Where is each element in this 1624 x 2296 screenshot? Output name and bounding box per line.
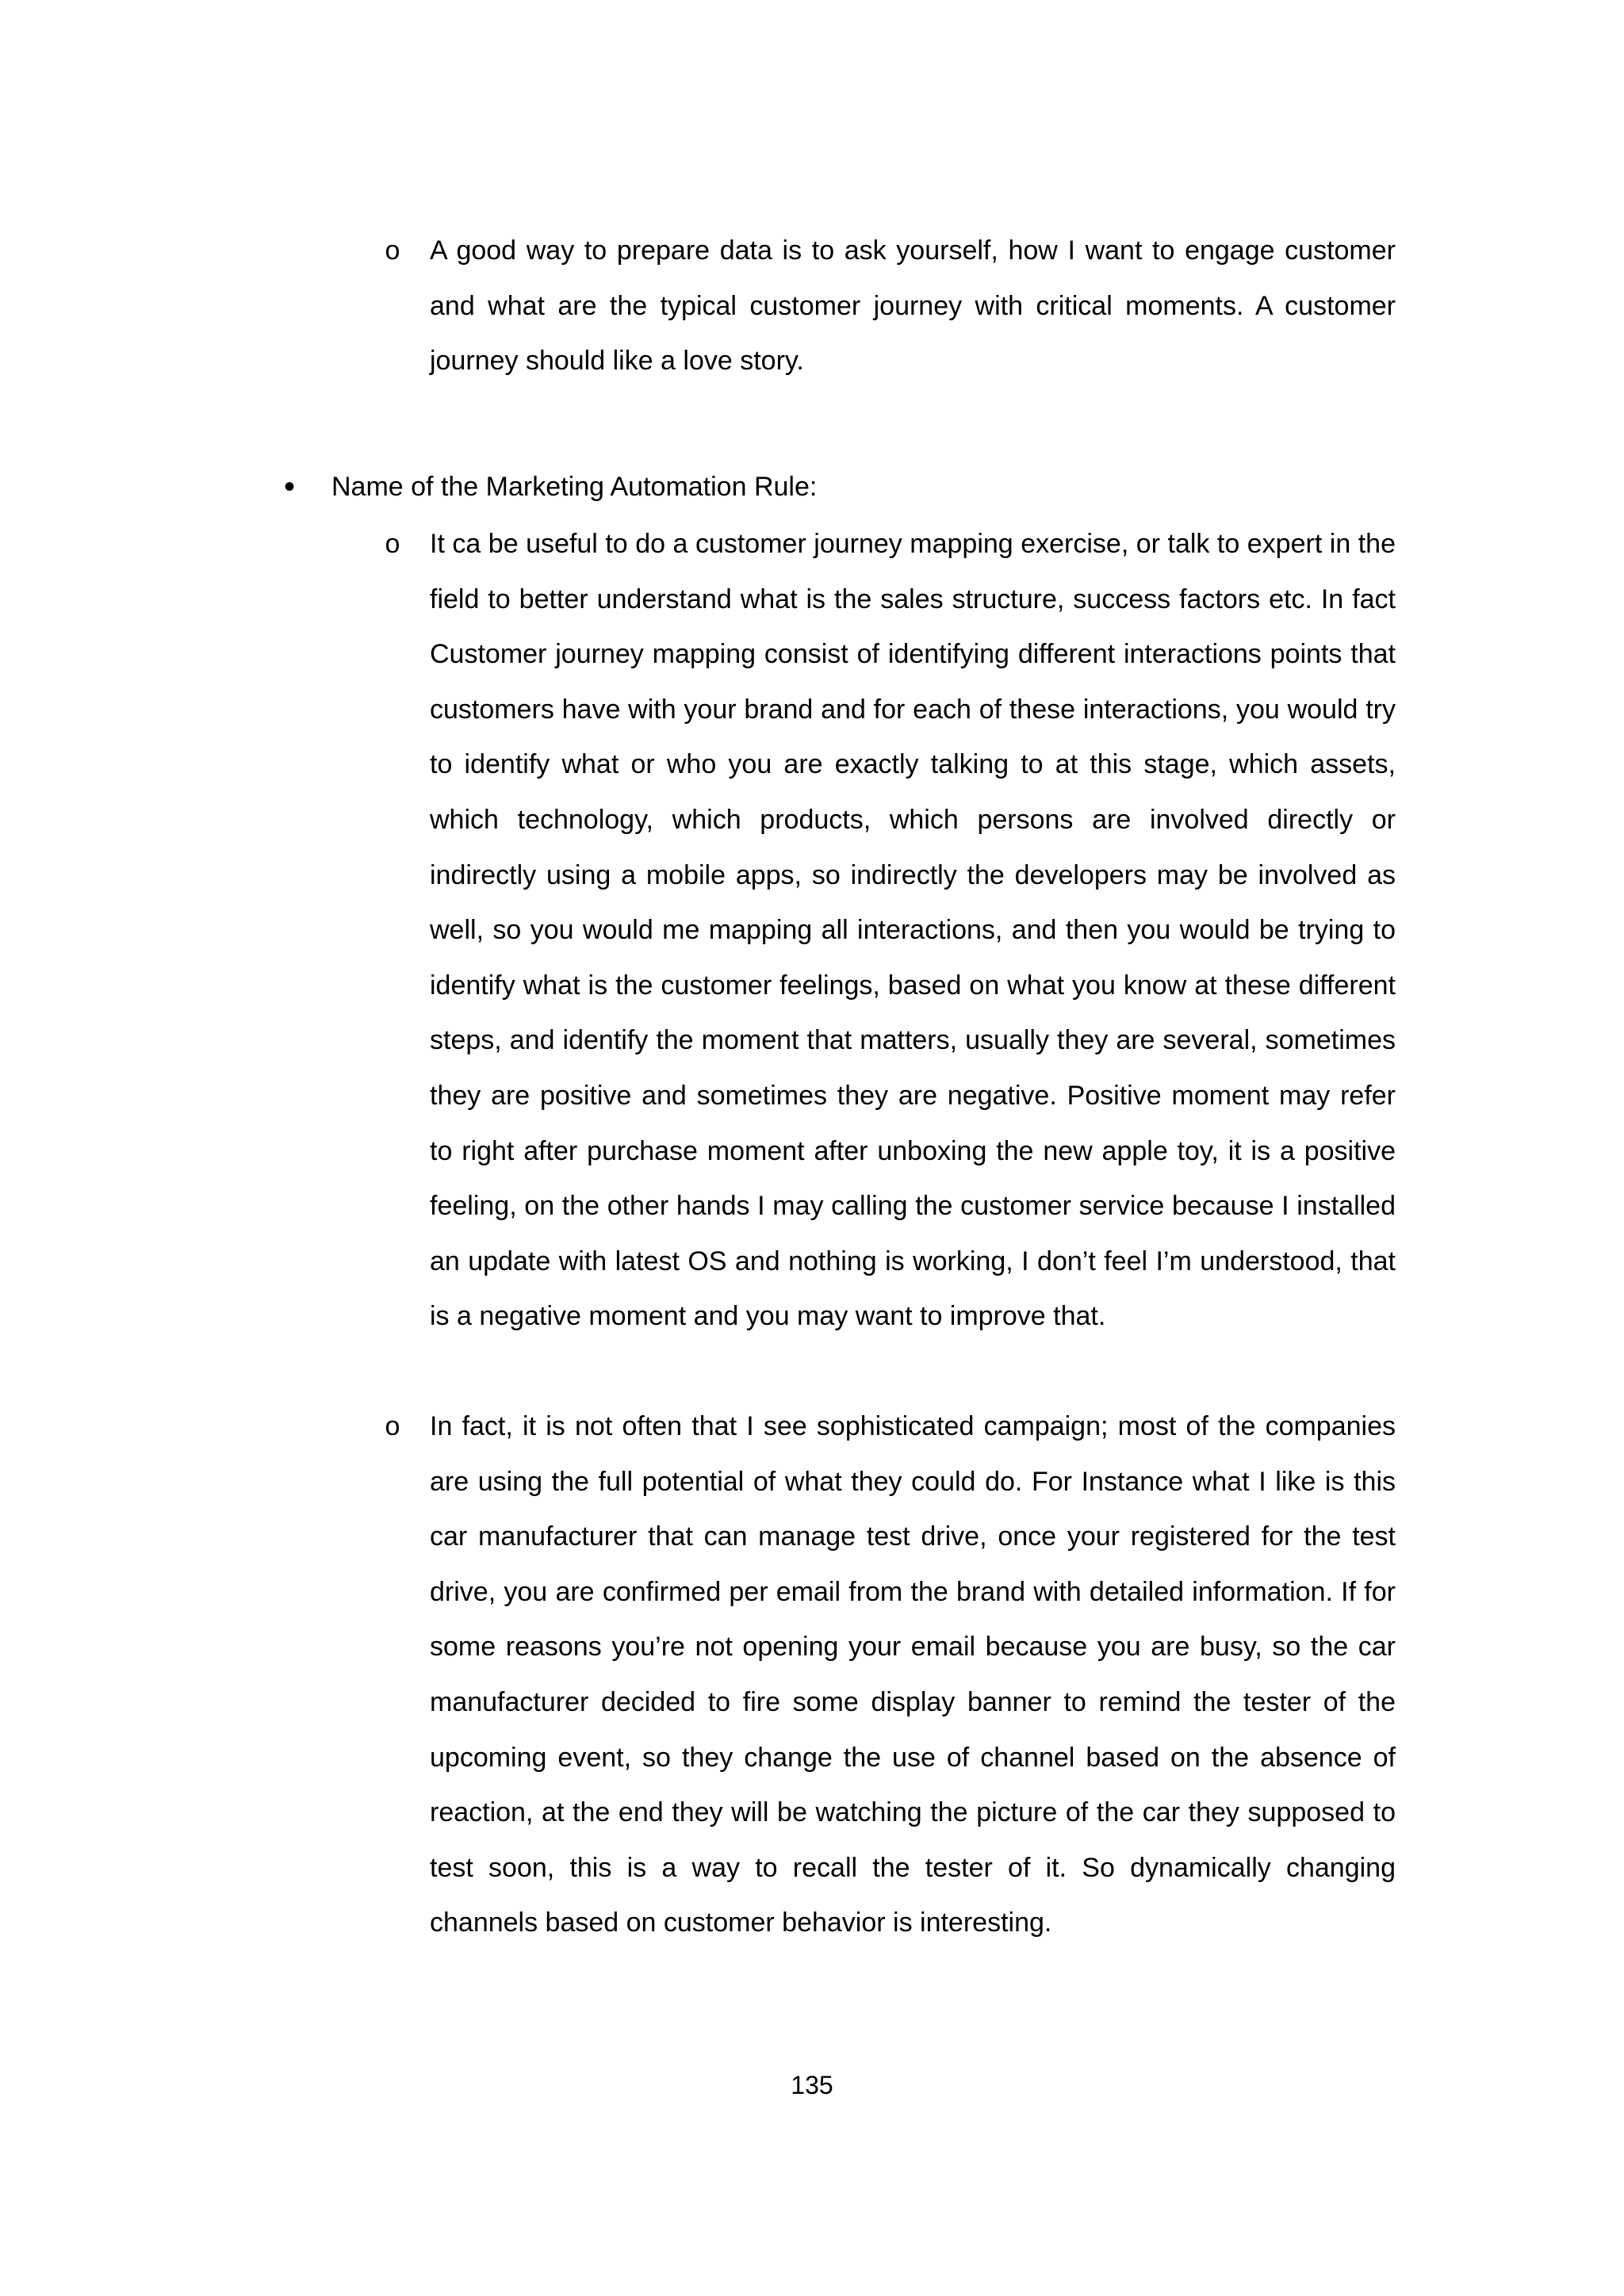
sub-bullet-marker: o xyxy=(385,1411,400,1441)
paragraph-text: In fact, it is not often that I see sophisticated campaign; most of the companies are using the full potential of what they could do. For Instance what I like is this car manufacturer that can manage test drive, once your registered for the test drive, you are confirmed per email from the brand with detailed information. If for some reasons you’re not opening your email because you are busy, so the car manufacturer decided to fire some display banner to remind the tester of the upcoming event, so they change the use of channel based on the absence of reaction, at the end they will be watching the picture of the car they supposed to test soon, this is a way to recall the tester of it. So dynamically changing channels based on customer behavior is interesting. xyxy=(430,1411,1396,1938)
bullet-heading: Name of the Marketing Automation Rule: xyxy=(331,472,818,502)
bullet-marker: • xyxy=(283,469,295,504)
paragraph-text: It ca be useful to do a customer journey mapping exercise, or talk to expert in the field to better understand what is the sales structure, success factors etc. In fact Customer journey mapping consist of identifying different interactions points that customers have with your brand and for each of these interactions, you would try to identify what or who you are exactly talking to at this stage, which assets, which technology, which products, which persons are involved directly or indirectly using a mobile apps, so indirectly the developers may be involved as well, so you would me mapping all interactions, and then you would be trying to identify what is the customer feelings, based on what you know at these different steps, and identify the moment that matters, usually they are several, sometimes they are positive and sometimes they are negative. Positive moment may refer to right after purchase moment after unboxing the new apple toy, it is a positive feeling, on the other hands I may calling the customer service because I installed an update with latest OS and nothing is working, I don’t feel I’m understood, that is a negative moment and you may want to improve that. xyxy=(430,529,1396,1332)
page-number: 135 xyxy=(791,2071,833,2099)
sub-bullet-marker: o xyxy=(385,235,400,266)
paragraph-text: A good way to prepare data is to ask yourself, how I want to engage customer and what are the typical customer journey with critical moments. A customer journey should like a love story. xyxy=(430,235,1396,377)
sub-bullet-marker: o xyxy=(385,529,400,559)
